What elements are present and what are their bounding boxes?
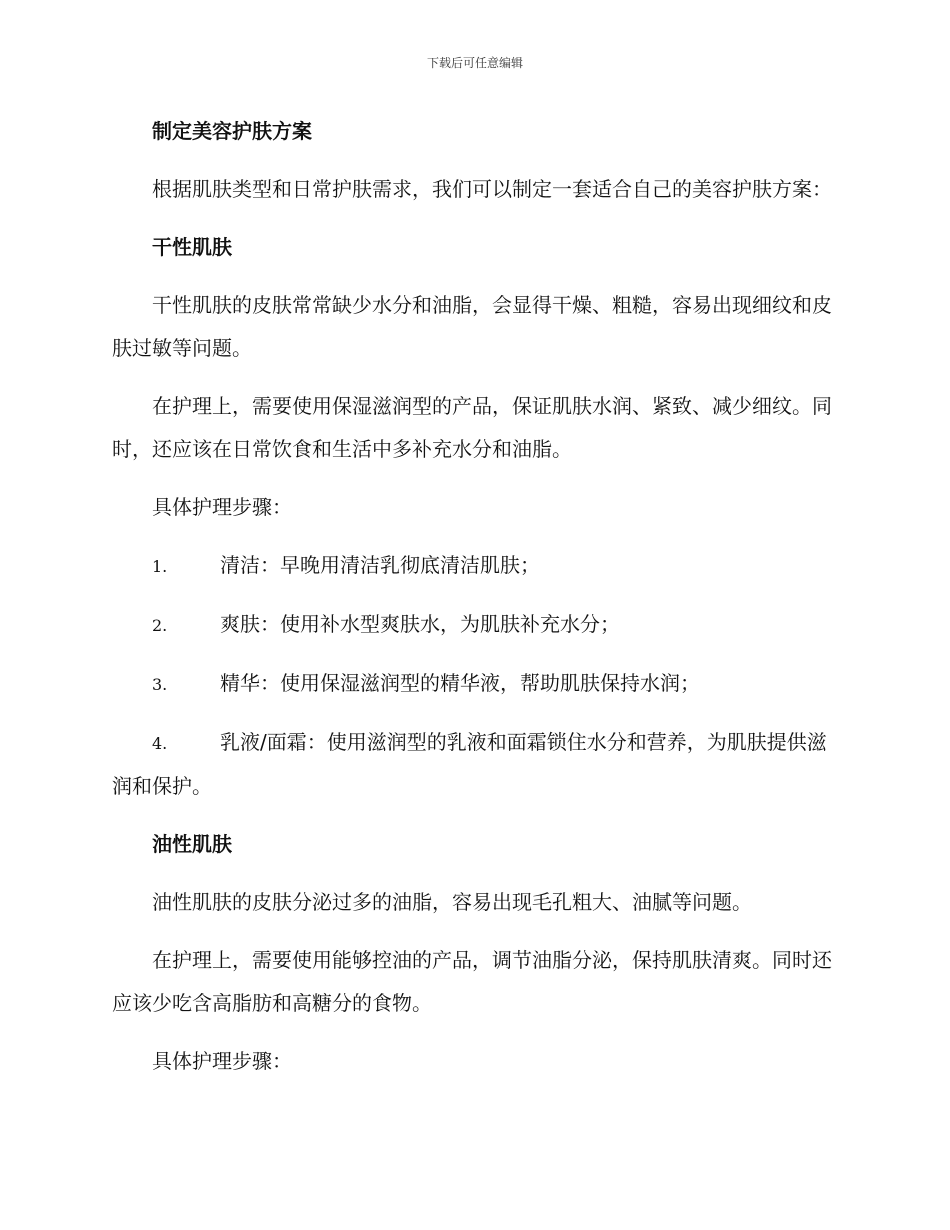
document-title: 制定美容护肤方案 <box>152 119 312 143</box>
document-body <box>112 110 836 1098</box>
dry-skin-description: 干性肌肤的皮肤常常缺少水分和油脂，会显得干燥、粗糙，容易出现细纹和皮肤过敏等问题。 <box>112 293 832 360</box>
list-item-text: 乳液/面霜：使用滋润型的乳液和面霜锁住水分和营养，为肌肤提供滋润和保护。 <box>112 730 827 798</box>
oily-skin-description: 油性肌肤的皮肤分泌过多的油脂，容易出现毛孔粗大、油腻等问题。 <box>152 890 752 914</box>
page-header: 下载后可任意编辑 <box>426 56 523 70</box>
list-item-number: 1. <box>152 557 168 576</box>
list-item <box>112 603 836 647</box>
list-item <box>112 721 836 808</box>
list-item <box>112 662 836 706</box>
oily-skin-steps-label: 具体护理步骤： <box>152 1049 292 1073</box>
list-item-text: 精华：使用保湿滋润型的精华液，帮助肌肤保持水润； <box>220 671 700 695</box>
oily-skin-care: 在护理上，需要使用能够控油的产品，调节油脂分泌，保持肌肤清爽。同时还应该少吃含高脂肪和高糖分的食物。 <box>112 948 832 1015</box>
intro-paragraph: 根据肌肤类型和日常护肤需求，我们可以制定一套适合自己的美容护肤方案： <box>152 177 832 201</box>
list-item <box>112 544 836 588</box>
list-item-number: 4. <box>152 734 168 753</box>
list-item-number: 3. <box>152 675 168 694</box>
dry-skin-care: 在护理上，需要使用保湿滋润型的产品，保证肌肤水润、紧致、减少细纹。同时，还应该在日常饮食和生活中多补充水分和油脂。 <box>112 394 832 461</box>
list-item-number: 2. <box>152 616 168 635</box>
section-heading-dry-skin: 干性肌肤 <box>152 235 232 259</box>
dry-skin-steps-label: 具体护理步骤： <box>152 495 292 519</box>
section-heading-oily-skin: 油性肌肤 <box>152 832 232 856</box>
list-item-text: 清洁：早晚用清洁乳彻底清洁肌肤； <box>220 553 540 577</box>
list-item-text: 爽肤：使用补水型爽肤水，为肌肤补充水分； <box>220 612 620 636</box>
